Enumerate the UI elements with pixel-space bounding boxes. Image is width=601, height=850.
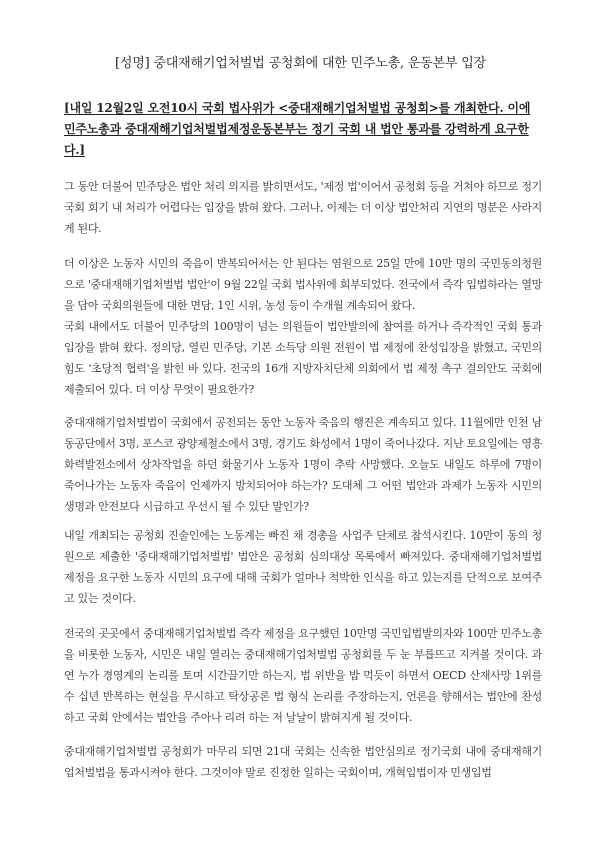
paragraph-3: 국회 내에서도 더불어 민주당의 100명이 넘는 의원들이 법안발의에 참여를 하거나 즉각적인 국회 통과 입장을 밝혀 왔다. 정의당, 열린 민주당, 기본 소득당 의원 전원이 법 제정에 찬성입장을 밝혔고, 국민의 힘도 '초당적 협력'을 밝힌 바 있다. 전국의 16개 지방자치단체 의회에서 법 제정 촉구 결의안도 국회에 제출되어 있다. 더 이상 무엇이 필요한가? (64, 320, 542, 396)
paragraph-4: 중대재해기업처벌법이 국회에서 공전되는 동안 노동자 죽음의 행진은 계속되고 있다. 11월에만 인천 남동공단에서 3명, 포스코 광양제철소에서 3명, 경기도 화성에서 1명이 죽어나갔다. 지난 토요일에는 영흥 화력발전소에서 상차작업을 하던 화물기사 노동자 1명이 추락 사망했다. 오늘도 내일도 하루에 7명이 죽어나가는 노동자 죽음이 언제까지 방치되어야 하는가? 도대체 그 어떤 법안과 과제가 노동자 시민의 생명과 안전보다 시급하고 우선시 될 수 있단 말인가? (64, 416, 542, 513)
document-title: [성명] 중대재해기업처벌법 공청회에 대한 민주노총, 운동본부 입장 (115, 56, 486, 71)
paragraph-1: 그 동안 더불어 민주당은 법안 처리 의지를 밝히면서도, '제정 법'이어서 공청회 등을 거쳐야 하므로 정기국회 회기 내 처리가 어렵다는 입장을 밝혀 왔다. 그러나, 이제는 더 이상 법안처리 지연의 명분은 사라지게 된다. (64, 180, 542, 235)
summary-text: [내일 12월2일 오전10시 국회 법사위가 <중대재해기업처벌법 공청회>를 개최한다. 이에 민주노총과 중대재해기업처벌법제정운동본부는 정기 국회 내 법안 통과를 강력하게 요구한다.] (64, 101, 531, 157)
paragraph-7: 중대재해기업처벌법 공청회가 마무리 되면 21대 국회는 신속한 법안심의로 정기국회 내에 중대재해기업처벌법을 통과시켜야 한다. 그것이야 말로 진정한 일하는 국회이며, 개혁입법이자 민생입법 (64, 745, 542, 779)
paragraph-2: 더 이상은 노동자 시민의 죽음이 반복되어서는 안 된다는 염원으로 25일 만에 10만 명의 국민동의청원으로 '중대재해기업처벌법 법안'이 9월 22일 국회 법사위에 회부되었다. 전국에서 즉각 입법하라는 열망을 담아 국회의원들에 대한 면담, 1인 시위, 농성 등이 수개월 계속되어 왔다. (64, 257, 542, 312)
paragraph-5: 내일 개최되는 공청회 진술인에는 노동계는 빠진 채 경총을 사업주 단체로 참석시킨다. 10만이 동의 청원으로 제출한 '중대재해기업처벌법' 법안은 공청회 심의대상 목록에서 빠져있다. 중대재해기업처벌법 제정을 요구한 노동자 시민의 요구에 대해 국회가 얼마나 척박한 인식을 하고 있는지를 단적으로 보여주고 있는 것이다. (64, 529, 542, 605)
paragraph-6: 전국의 곳곳에서 중대재해기업처벌법 즉각 제정을 요구했던 10만명 국민입법발의자와 100만 민주노총을 비롯한 노동자, 시민은 내일 열리는 중대재해기업처벌법 공청회를 두 눈 부릅뜨고 지켜볼 것이다. 과연 누가 경영계의 논리를 토며 시간끌기만 하는지, 법 위반을 밥 먹듯이 하면서 OECD 산재사망 1위를 수 십년 반복하는 현실을 무시하고 탁상공론 법 형식 논리를 주장하는지, 언론을 향해서는 법안에 찬성하고 국회 안에서는 법안을 주아나 리려 하는 저 날날이 밝혀지게 될 것이다. (64, 627, 542, 724)
summary-box (64, 98, 542, 161)
